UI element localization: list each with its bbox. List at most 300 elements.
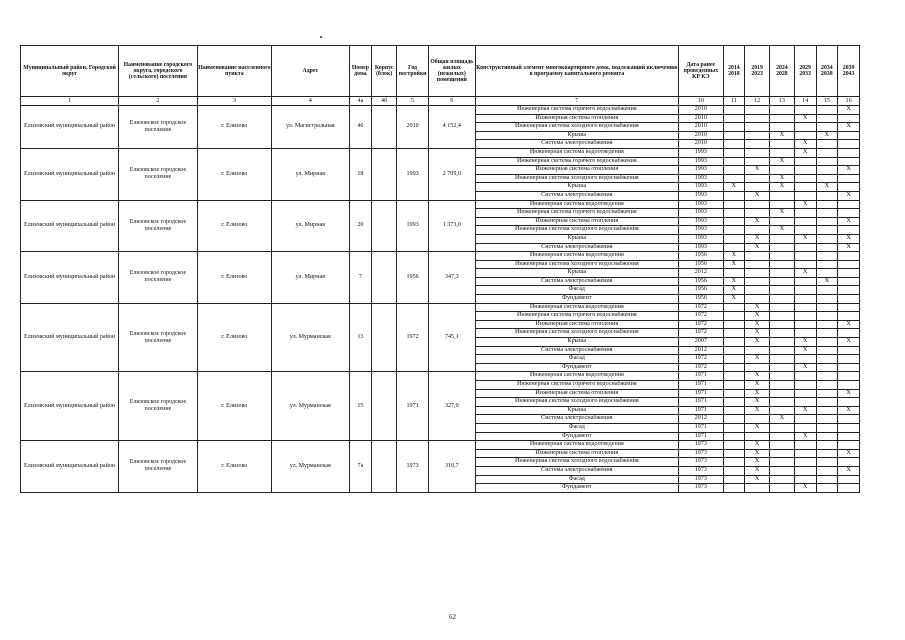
header-house: Номер дома [349, 46, 372, 97]
settlement-cell: Елизовское городское поселение [119, 200, 198, 252]
period-mark-cell [770, 269, 795, 278]
settlement-cell: Елизовское городское поселение [119, 252, 198, 304]
prior-repair-date-cell: 1972 [679, 303, 723, 312]
period-mark-cell [770, 432, 795, 441]
period-mark-cell [794, 106, 816, 115]
period-mark-cell [794, 458, 816, 467]
period-mark-cell [723, 329, 745, 338]
prior-repair-date-cell: 1993 [679, 226, 723, 235]
period-mark-cell: X [838, 234, 860, 243]
period-mark-cell [723, 114, 745, 123]
element-cell: Инженерная система холодного водоснабжения [475, 226, 679, 235]
period-mark-cell [723, 217, 745, 226]
period-mark-cell [770, 346, 795, 355]
period-mark-cell [745, 209, 770, 218]
period-mark-cell [838, 484, 860, 493]
prior-repair-date-cell: 1993 [679, 191, 723, 200]
header-element: Конструктивный элемент многоквартирного дома, подлежащий включению в программу капитального ремонта [475, 46, 679, 97]
table-row [21, 441, 860, 450]
period-mark-cell [770, 406, 795, 415]
prior-repair-date-cell: 1971 [679, 406, 723, 415]
period-mark-cell [794, 226, 816, 235]
period-mark-cell [723, 449, 745, 458]
period-mark-cell [838, 423, 860, 432]
table-row [21, 252, 860, 261]
period-mark-cell [770, 114, 795, 123]
period-mark-cell [838, 458, 860, 467]
period-mark-cell [770, 252, 795, 261]
period-mark-cell [770, 475, 795, 484]
period-mark-cell: X [745, 466, 770, 475]
prior-repair-date-cell: 1971 [679, 432, 723, 441]
element-cell: Инженерная система водоотведения [475, 372, 679, 381]
period-mark-cell [770, 123, 795, 132]
period-mark-cell [838, 432, 860, 441]
period-mark-cell: X [794, 484, 816, 493]
period-mark-cell [723, 209, 745, 218]
period-mark-cell: X [770, 209, 795, 218]
period-mark-cell: X [745, 355, 770, 364]
period-mark-cell: X [745, 458, 770, 467]
period-mark-cell [816, 363, 838, 372]
period-mark-cell: X [723, 295, 745, 304]
period-mark-cell [770, 166, 795, 175]
prior-repair-date-cell: 2010 [679, 123, 723, 132]
period-mark-cell [816, 166, 838, 175]
period-mark-cell [770, 389, 795, 398]
period-mark-cell [770, 466, 795, 475]
period-mark-cell [770, 200, 795, 209]
period-mark-cell [723, 166, 745, 175]
period-mark-cell [723, 441, 745, 450]
period-mark-cell [838, 441, 860, 450]
period-mark-cell [770, 286, 795, 295]
period-mark-cell: X [838, 389, 860, 398]
period-mark-cell [816, 441, 838, 450]
period-mark-cell [816, 140, 838, 149]
period-mark-cell [770, 277, 795, 286]
prior-repair-date-cell: 2010 [679, 114, 723, 123]
period-mark-cell [723, 432, 745, 441]
period-mark-cell: X [838, 406, 860, 415]
period-mark-cell: X [745, 338, 770, 347]
period-mark-cell: X [745, 217, 770, 226]
period-mark-cell: X [745, 320, 770, 329]
element-cell: Инженерная система отопления [475, 166, 679, 175]
prior-repair-date-cell: 2010 [679, 106, 723, 115]
period-mark-cell [838, 355, 860, 364]
area-cell: 4 152,4 [429, 106, 475, 149]
period-mark-cell [745, 174, 770, 183]
period-mark-cell [794, 157, 816, 166]
period-mark-cell [723, 363, 745, 372]
header-row [21, 46, 860, 97]
period-mark-cell [723, 398, 745, 407]
period-mark-cell [770, 398, 795, 407]
prior-repair-date-cell: 2012 [679, 415, 723, 424]
period-mark-cell [816, 234, 838, 243]
element-cell: Система электроснабжения [475, 277, 679, 286]
period-mark-cell: X [838, 217, 860, 226]
locality-cell: г. Елизово [197, 303, 271, 372]
prior-repair-date-cell: 1993 [679, 209, 723, 218]
period-mark-cell [838, 183, 860, 192]
period-mark-cell [794, 295, 816, 304]
period-mark-cell: X [770, 131, 795, 140]
period-mark-cell: X [838, 123, 860, 132]
prior-repair-date-cell: 1993 [679, 217, 723, 226]
period-mark-cell [816, 157, 838, 166]
address-cell: ул. Магистральная [272, 106, 349, 149]
period-mark-cell: X [838, 338, 860, 347]
period-mark-cell [816, 406, 838, 415]
build-year-cell: 1993 [397, 200, 429, 252]
period-mark-cell [723, 148, 745, 157]
period-mark-cell [816, 243, 838, 252]
build-year-cell: 2010 [397, 106, 429, 149]
prior-repair-date-cell: 1972 [679, 329, 723, 338]
period-mark-cell [816, 114, 838, 123]
locality-cell: г. Елизово [197, 372, 271, 441]
column-number: 7 [475, 97, 679, 106]
table-row [21, 200, 860, 209]
period-mark-cell [816, 260, 838, 269]
period-mark-cell [838, 303, 860, 312]
period-mark-cell [770, 234, 795, 243]
column-number-row [21, 97, 860, 106]
prior-repair-date-cell: 1993 [679, 166, 723, 175]
prior-repair-date-cell: 1971 [679, 372, 723, 381]
district-cell: Елизовский муниципальный район [21, 200, 119, 252]
period-mark-cell: X [745, 234, 770, 243]
period-mark-cell: X [745, 441, 770, 450]
period-mark-cell [838, 398, 860, 407]
prior-repair-date-cell: 1973 [679, 449, 723, 458]
period-mark-cell [745, 484, 770, 493]
period-mark-cell: X [745, 329, 770, 338]
page-number: 62 [449, 613, 456, 621]
period-mark-cell [816, 269, 838, 278]
period-mark-cell [794, 381, 816, 390]
district-cell: Елизовский муниципальный район [21, 148, 119, 200]
house-number-cell: 7а [349, 441, 372, 493]
period-mark-cell [816, 475, 838, 484]
area-cell: 1 373,0 [429, 200, 475, 252]
period-mark-cell: X [794, 346, 816, 355]
prior-repair-date-cell: 1973 [679, 466, 723, 475]
element-cell: Инженерная система водоотведения [475, 303, 679, 312]
element-cell: Крыша [475, 183, 679, 192]
period-mark-cell [794, 415, 816, 424]
element-cell: Инженерная система холодного водоснабжения [475, 458, 679, 467]
period-mark-cell [794, 475, 816, 484]
korpus-cell [372, 441, 397, 493]
period-mark-cell [838, 209, 860, 218]
period-mark-cell [816, 372, 838, 381]
period-mark-cell [794, 355, 816, 364]
district-cell: Елизовский муниципальный район [21, 372, 119, 441]
element-cell: Инженерная система водоотведения [475, 252, 679, 261]
period-mark-cell: X [838, 106, 860, 115]
column-number: 12 [745, 97, 770, 106]
period-mark-cell [770, 260, 795, 269]
period-mark-cell [794, 243, 816, 252]
period-mark-cell [794, 209, 816, 218]
period-mark-cell [745, 157, 770, 166]
period-mark-cell: X [745, 191, 770, 200]
page-dot-mark [320, 36, 322, 38]
period-mark-cell [816, 355, 838, 364]
element-cell: Фасад [475, 355, 679, 364]
period-mark-cell [745, 123, 770, 132]
header-korpus: Корпус (блок) [372, 46, 397, 97]
period-mark-cell: X [745, 423, 770, 432]
element-cell: Крыша [475, 406, 679, 415]
column-number: 14 [794, 97, 816, 106]
period-mark-cell: X [745, 303, 770, 312]
period-mark-cell [794, 286, 816, 295]
period-mark-cell [770, 148, 795, 157]
period-mark-cell [770, 312, 795, 321]
period-mark-cell [794, 131, 816, 140]
column-number: 15 [816, 97, 838, 106]
period-mark-cell [838, 372, 860, 381]
period-mark-cell [723, 303, 745, 312]
element-cell: Система электроснабжения [475, 466, 679, 475]
table-row [21, 106, 860, 115]
period-mark-cell [723, 200, 745, 209]
column-number: 11 [723, 97, 745, 106]
period-mark-cell [770, 372, 795, 381]
prior-repair-date-cell: 1956 [679, 260, 723, 269]
element-cell: Фундамент [475, 295, 679, 304]
period-mark-cell [816, 389, 838, 398]
period-mark-cell [770, 449, 795, 458]
period-mark-cell [816, 381, 838, 390]
column-number: 5 [397, 97, 429, 106]
period-mark-cell [838, 174, 860, 183]
locality-cell: г. Елизово [197, 106, 271, 149]
period-mark-cell: X [838, 449, 860, 458]
period-mark-cell: X [723, 183, 745, 192]
period-mark-cell [770, 243, 795, 252]
prior-repair-date-cell: 2012 [679, 269, 723, 278]
element-cell: Инженерная система холодного водоснабжения [475, 174, 679, 183]
period-mark-cell: X [745, 406, 770, 415]
period-mark-cell [838, 475, 860, 484]
period-mark-cell [745, 106, 770, 115]
prior-repair-date-cell: 1972 [679, 312, 723, 321]
period-mark-cell [794, 466, 816, 475]
period-mark-cell [745, 432, 770, 441]
period-mark-cell [723, 106, 745, 115]
period-mark-cell: X [838, 191, 860, 200]
element-cell: Фасад [475, 286, 679, 295]
period-mark-cell [745, 260, 770, 269]
period-mark-cell: X [745, 449, 770, 458]
element-cell: Инженерная система горячего водоснабжения [475, 381, 679, 390]
address-cell: ул. Мирная [272, 148, 349, 200]
element-cell: Система электроснабжения [475, 346, 679, 355]
locality-cell: г. Елизово [197, 200, 271, 252]
header-period: 2034 2038 [816, 46, 838, 97]
period-mark-cell [816, 217, 838, 226]
period-mark-cell [838, 140, 860, 149]
period-mark-cell [816, 295, 838, 304]
period-mark-cell [723, 226, 745, 235]
area-cell: 2 709,0 [429, 148, 475, 200]
prior-repair-date-cell: 1956 [679, 252, 723, 261]
period-mark-cell [816, 312, 838, 321]
header-period: 2029 2033 [794, 46, 816, 97]
period-mark-cell [838, 131, 860, 140]
period-mark-cell [816, 148, 838, 157]
period-mark-cell: X [816, 183, 838, 192]
period-mark-cell [838, 295, 860, 304]
column-number: 4а [349, 97, 372, 106]
header-district: Муниципальный район, Городской округ [21, 46, 119, 97]
address-cell: ул. Мурманская [272, 441, 349, 493]
period-mark-cell: X [745, 243, 770, 252]
build-year-cell: 1993 [397, 148, 429, 200]
district-cell: Елизовский муниципальный район [21, 441, 119, 493]
period-mark-cell [794, 389, 816, 398]
house-number-cell: 46 [349, 106, 372, 149]
period-mark-cell [794, 320, 816, 329]
period-mark-cell [723, 269, 745, 278]
period-mark-cell [794, 123, 816, 132]
period-mark-cell [816, 466, 838, 475]
period-mark-cell: X [816, 277, 838, 286]
period-mark-cell [794, 449, 816, 458]
period-mark-cell [723, 372, 745, 381]
period-mark-cell [838, 277, 860, 286]
period-mark-cell: X [745, 312, 770, 321]
period-mark-cell [794, 191, 816, 200]
prior-repair-date-cell: 1971 [679, 398, 723, 407]
period-mark-cell [838, 269, 860, 278]
element-cell: Инженерная система горячего водоснабжения [475, 157, 679, 166]
period-mark-cell [745, 295, 770, 304]
period-mark-cell [770, 484, 795, 493]
period-mark-cell [816, 209, 838, 218]
period-mark-cell [770, 191, 795, 200]
element-cell: Крыша [475, 234, 679, 243]
settlement-cell: Елизовское городское поселение [119, 148, 198, 200]
period-mark-cell: X [794, 363, 816, 372]
prior-repair-date-cell: 1956 [679, 295, 723, 304]
period-mark-cell: X [838, 466, 860, 475]
header-area: Общая площадь жилых (нежилых) помещений [429, 46, 475, 97]
settlement-cell: Елизовское городское поселение [119, 303, 198, 372]
korpus-cell [372, 303, 397, 372]
prior-repair-date-cell: 1993 [679, 157, 723, 166]
element-cell: Инженерная система отопления [475, 320, 679, 329]
element-cell: Система электроснабжения [475, 140, 679, 149]
period-mark-cell [723, 475, 745, 484]
period-mark-cell [794, 217, 816, 226]
period-mark-cell [723, 389, 745, 398]
period-mark-cell [745, 148, 770, 157]
period-mark-cell [770, 458, 795, 467]
element-cell: Инженерная система отопления [475, 114, 679, 123]
period-mark-cell [838, 114, 860, 123]
table-row [21, 303, 860, 312]
prior-repair-date-cell: 1993 [679, 174, 723, 183]
element-cell: Инженерная система отопления [475, 449, 679, 458]
period-mark-cell: X [794, 432, 816, 441]
period-mark-cell [794, 303, 816, 312]
period-mark-cell [723, 234, 745, 243]
period-mark-cell: X [723, 252, 745, 261]
prior-repair-date-cell: 1971 [679, 389, 723, 398]
period-mark-cell: X [770, 415, 795, 424]
period-mark-cell [794, 398, 816, 407]
period-mark-cell: X [794, 200, 816, 209]
period-mark-cell [816, 191, 838, 200]
settlement-cell: Елизовское городское поселение [119, 441, 198, 493]
house-number-cell: 18 [349, 148, 372, 200]
prior-repair-date-cell: 2007 [679, 338, 723, 347]
element-cell: Инженерная система холодного водоснабжения [475, 260, 679, 269]
period-mark-cell [816, 303, 838, 312]
element-cell: Крыша [475, 338, 679, 347]
prior-repair-date-cell: 1973 [679, 475, 723, 484]
header-period: 2039 2043 [838, 46, 860, 97]
prior-repair-date-cell: 1973 [679, 484, 723, 493]
settlement-cell: Елизовское городское поселение [119, 106, 198, 149]
table-header [21, 46, 860, 106]
prior-repair-date-cell: 1972 [679, 355, 723, 364]
period-mark-cell [816, 252, 838, 261]
period-mark-cell [745, 346, 770, 355]
locality-cell: г. Елизово [197, 441, 271, 493]
period-mark-cell [770, 423, 795, 432]
address-cell: ул. Мирная [272, 200, 349, 252]
period-mark-cell: X [794, 148, 816, 157]
period-mark-cell [816, 200, 838, 209]
period-mark-cell [723, 346, 745, 355]
header-period: 2014 2018 [723, 46, 745, 97]
period-mark-cell [745, 252, 770, 261]
district-cell: Елизовский муниципальный район [21, 303, 119, 372]
prior-repair-date-cell: 1993 [679, 234, 723, 243]
header-locality: Наименование населенного пункта [197, 46, 271, 97]
area-cell: 310,7 [429, 441, 475, 493]
house-number-cell: 13 [349, 303, 372, 372]
prior-repair-date-cell: 1972 [679, 363, 723, 372]
element-cell: Инженерная система водоотведения [475, 441, 679, 450]
address-cell: ул. Мурманская [272, 303, 349, 372]
period-mark-cell: X [770, 157, 795, 166]
period-mark-cell [816, 398, 838, 407]
capital-repair-table [20, 45, 860, 493]
period-mark-cell: X [770, 174, 795, 183]
prior-repair-date-cell: 1993 [679, 148, 723, 157]
period-mark-cell [723, 312, 745, 321]
period-mark-cell [745, 131, 770, 140]
period-mark-cell: X [745, 381, 770, 390]
period-mark-cell [770, 217, 795, 226]
period-mark-cell [794, 423, 816, 432]
period-mark-cell [770, 106, 795, 115]
period-mark-cell [770, 363, 795, 372]
period-mark-cell [794, 174, 816, 183]
period-mark-cell [838, 346, 860, 355]
period-mark-cell [838, 286, 860, 295]
period-mark-cell [723, 320, 745, 329]
column-number: 4 [272, 97, 349, 106]
